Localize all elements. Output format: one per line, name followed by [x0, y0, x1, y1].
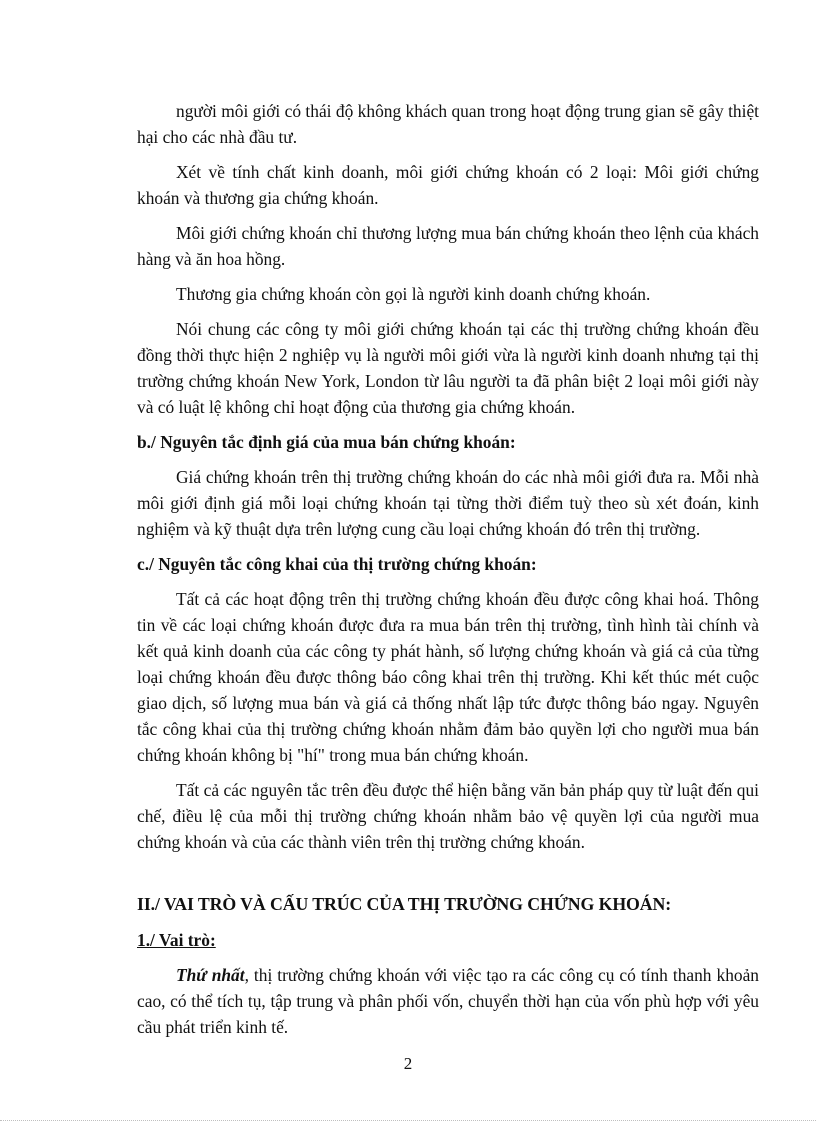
- paragraph: Tất cả các hoạt động trên thị trường chứng khoán đều được công khai hoá. Thông tin về các loại chứng khoán được đưa ra mua bán trên thị trường, tình hình tài chính và kết quả kinh doanh của các công ty phát hành, số lượng chứng khoán và giá cả của từng loại chứng khoán đều được thông báo công khai trên thị trường. Khi kết thúc mét cuộc giao dịch, số lượng mua bán và giá cả thống nhất lập tức được thông báo ngay. Nguyên tắc công khai của thị trường chứng khoán nhằm đảm bảo quyền lợi cho người mua bán chứng khoán không bị "hí" trong mua bán chứng khoán.: [137, 589, 759, 765]
- page-number: 2: [403, 1054, 413, 1073]
- paragraph: người môi giới có thái độ không khách quan trong hoạt động trung gian sẽ gây thiệt hại cho các nhà đầu tư.: [137, 101, 759, 147]
- paragraph: Nói chung các công ty môi giới chứng khoán tại các thị trường chứng khoán đều đồng thời thực hiện 2 nghiệp vụ là người môi giới vừa là người kinh doanh nhưng tại thị trường chứng khoán New York, London từ lâu người ta đã phân biệt 2 loại môi giới này và có luật lệ không chỉ hoạt động của thương gia chứng khoán.: [137, 319, 759, 417]
- paragraph-text: , thị trường chứng khoán với việc tạo ra các công cụ có tính thanh khoản cao, có thể tích tụ, tập trung và phân phối vốn, chuyển thời hạn của vốn phù hợp với yêu cầu phát triển kinh tế.: [137, 965, 760, 1037]
- paragraph: Tất cả các nguyên tắc trên đều được thể hiện bằng văn bản pháp quy từ luật đến qui chế, điều lệ của mỗi thị trường chứng khoán nhằm bảo vệ quyền lợi của người mua chứng khoán và của các thành viên trên thị trường chứng khoán.: [137, 780, 759, 852]
- section-ii-heading: II./ VAI TRÒ VÀ CẤU TRÚC CỦA THỊ TRƯỜNG CHỨNG KHOÁN:: [137, 894, 672, 914]
- paragraph: [137, 962, 759, 1040]
- paragraph: Giá chứng khoán trên thị trường chứng khoán do các nhà môi giới đưa ra. Mỗi nhà môi giới định giá mỗi loại chứng khoán tại từng thời điểm tuỳ theo sù xét đoán, kinh nghiệm và kỹ thuật dựa trên lượng cung cầu loại chứng khoán đó trên thị trường.: [137, 467, 759, 539]
- section-c-heading: c./ Nguyên tắc công khai của thị trường chứng khoán:: [137, 554, 537, 574]
- paragraph: Xét về tính chất kinh doanh, môi giới chứng khoán có 2 loại: Môi giới chứng khoán và thương gia chứng khoán.: [137, 162, 759, 208]
- lead-phrase: Thứ nhất: [176, 965, 245, 985]
- page-content: [137, 98, 759, 1049]
- paragraph: Môi giới chứng khoán chỉ thương lượng mua bán chứng khoán theo lệnh của khách hàng và ăn hoa hồng.: [137, 223, 759, 269]
- section-b-heading: b./ Nguyên tắc định giá của mua bán chứng khoán:: [137, 432, 516, 452]
- paragraph: Thương gia chứng khoán còn gọi là người kinh doanh chứng khoán.: [176, 284, 651, 304]
- subsection-heading: 1./ Vai trò:: [137, 930, 216, 950]
- page-divider: [0, 1120, 816, 1121]
